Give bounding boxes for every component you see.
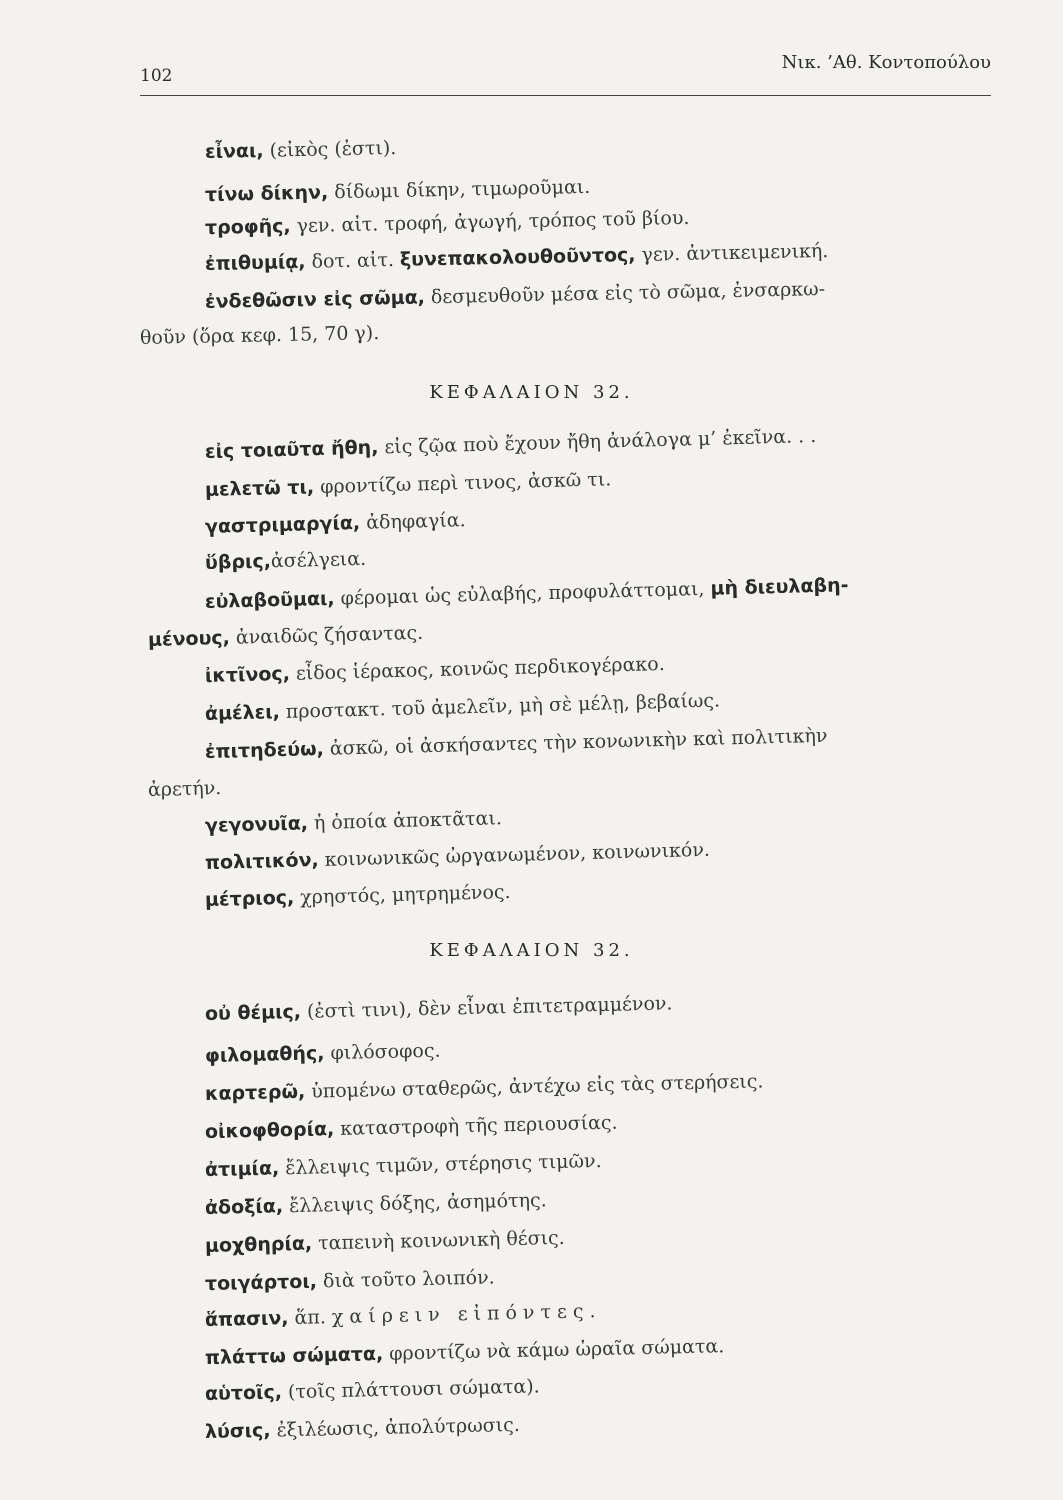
glossary-headword: φιλομαθής, [204,1042,325,1067]
glossary-definition: εἶδος ἱέρακος, κοινῶς περδικογέρακο. [289,652,666,685]
glossary-headword: γαστριμαργία, [204,511,361,538]
glossary-headword: μελετῶ τι, [204,476,315,501]
chapter-heading-2: ΚΕΦΑΛΑΙΟΝ 32. [429,940,634,961]
glossary-headword: μὴ διευλαβη- [710,574,849,600]
glossary-line [205,467,612,502]
glossary-definition: (εἰκὸς (ἐστι). [263,136,397,162]
glossary-line [205,1413,520,1444]
glossary-line [205,838,711,875]
glossary-definition: δεσμευθοῦν μέσα εἰς τὸ σῶμα, ἐνσαρκω- [424,278,826,309]
glossary-definition: δοτ. αἰτ. [305,248,401,273]
glossary-headword: εἰς τοιαῦτα ἤθη, [204,436,379,463]
glossary-definition: γεν. ἀντικειμενική. [635,239,829,266]
glossary-headword: γεγονυῖα, [204,812,309,837]
glossary-headword: ἐνδεθῶσιν εἰς σῶμα, [204,286,426,313]
glossary-line [205,1188,547,1220]
glossary-definition: θοῦν (ὅρα κεφ. 15, 70 γ). [139,321,380,349]
glossary-line [205,206,690,240]
glossary-line [205,1039,441,1068]
glossary-headword: εἶναι, [204,139,264,163]
glossary-definition: δίδωμι δίκην, τιμωροῦμαι. [327,175,591,204]
glossary-definition: ἀσέλγεια. [270,547,367,573]
glossary-line [205,806,502,838]
glossary-headword: πλάττω σώματα, [204,1342,384,1369]
glossary-definition: (ἐστὶ τινι), δὲν εἶναι ἐπιτετραμμένον. [300,992,673,1023]
glossary-line [148,776,222,802]
running-head: Νικ. ’Αθ. Κοντοπούλου [781,52,991,73]
glossary-line [205,1334,725,1370]
glossary-line [205,1299,602,1332]
glossary-line [140,321,380,350]
glossary-headword: ἐπιθυμίᾳ, [204,250,306,275]
glossary-definition: ἐξιλέωσις, ἀπολύτρωσις. [270,1413,521,1442]
glossary-definition: φέρομαι ὡς εὐλαβής, προφυλάττομαι, [334,577,711,610]
glossary-line [205,724,828,764]
glossary-definition: διὰ τοῦτο λοιπόν. [316,1266,495,1293]
glossary-definition: φιλόσοφος. [324,1039,441,1065]
glossary-definition: ἀναιδῶς ζήσαντας. [229,621,424,649]
glossary-definition: ἀδηφαγία. [359,509,466,534]
glossary-line [205,547,367,575]
glossary-headword: ἰκτῖνος, [204,662,291,687]
glossary-definition: ἔλλειψις δόξης, ἀσημότης. [282,1189,547,1218]
glossary-headword: εὐλαβοῦμαι, [204,587,335,613]
glossary-line [148,621,424,652]
glossary-definition: ἔλλειψις τιμῶν, στέρησις τιμῶν. [278,1150,602,1180]
glossary-line [205,508,466,539]
glossary-definition: κοινωνικῶς ὠργανωμένον, κοινωνικόν. [318,838,711,872]
glossary-spaced-phrase: χαίρειν εἰπόντες. [331,1300,602,1329]
glossary-line [205,175,591,207]
glossary-headword: ἀτιμία, [204,1157,280,1181]
glossary-definition: ἀρετήν. [147,777,222,801]
glossary-definition: φροντίζω περὶ τινος, ἀσκῶ τι. [313,468,612,499]
glossary-headword: ὕβρις, [204,550,272,574]
glossary-headword: καρτερῶ, [204,1080,306,1105]
glossary-line [205,1265,495,1296]
glossary-line [205,424,817,464]
glossary-headword: μένους, [147,626,231,651]
glossary-headword: οἰκοφθορία, [204,1118,335,1143]
glossary-line [205,689,721,726]
glossary-definition: ἀσκῶ, οἱ ἀσκήσαντες τὴν κονωνικὴν καὶ πολιτικὴν [323,724,828,760]
glossary-line [205,1069,764,1106]
glossary-definition: γεν. αἰτ. τροφή, ἀγωγή, τρόπος τοῦ βίου. [290,206,690,238]
glossary-definition: χρηστός, μητρημένος. [293,881,511,909]
glossary-definition: ταπεινὴ κοινωνικὴ θέσις. [311,1226,565,1255]
glossary-line [205,239,829,276]
glossary-headword: ἀμέλει, [204,701,281,725]
page-number: 102 [140,66,173,86]
glossary-headword: πολιτικόν, [204,849,319,874]
glossary-definition: ἡ ὁποία ἀποκτᾶται. [307,807,503,835]
glossary-line [205,573,849,614]
glossary-definition: ὑπομένω σταθερῶς, ἀντέχω εἰς τὰς στερήσεις. [304,1070,764,1103]
glossary-definition: εἰς ζῷα ποὺ ἔχουν ἤθη ἀνάλογα μ’ ἐκεῖνα. . . [378,424,817,459]
glossary-headword: ἀδοξία, [204,1195,284,1219]
glossary-headword: τίνω δίκην, [204,181,329,206]
glossary-line [205,652,665,688]
glossary-headword: οὐ θέμις, [204,1000,302,1025]
glossary-headword: μέτριος, [204,886,295,911]
glossary-line [205,1226,565,1258]
glossary-definition: προστακτ. τοῦ ἀμελεῖν, μὴ σὲ μέλῃ, βεβαίως. [279,689,721,724]
glossary-headword: ἐπιτηδεύω, [204,737,325,763]
glossary-headword: λύσις, [204,1419,271,1443]
chapter-heading-1: ΚΕΦΑΛΑΙΟΝ 32. [429,382,634,403]
glossary-definition: (τοῖς πλάττουσι σώματα). [281,1375,540,1404]
glossary-line [205,880,511,912]
glossary-headword: τοιγάρτοι, [204,1270,318,1295]
glossary-headword: μοχθηρία, [204,1232,313,1257]
glossary-line [205,1111,618,1144]
glossary-line [205,1374,540,1406]
glossary-headword: ἅπασιν, [204,1307,289,1331]
glossary-line [205,1149,602,1182]
glossary-definition: καταστροφὴ τῆς περιουσίας. [333,1111,618,1141]
glossary-headword: ξυνεπακολουθοῦντος, [399,243,636,271]
glossary-headword: αὑτοῖς, [204,1381,283,1405]
glossary-line [205,136,397,164]
header-rule [140,95,991,96]
glossary-headword: τροφῆς, [204,215,291,239]
glossary-definition: φροντίζω νὰ κάμω ὡραῖα σώματα. [382,1335,725,1365]
glossary-line [205,991,673,1026]
glossary-definition: ἅπ. [288,1306,333,1330]
glossary-line [205,277,826,314]
